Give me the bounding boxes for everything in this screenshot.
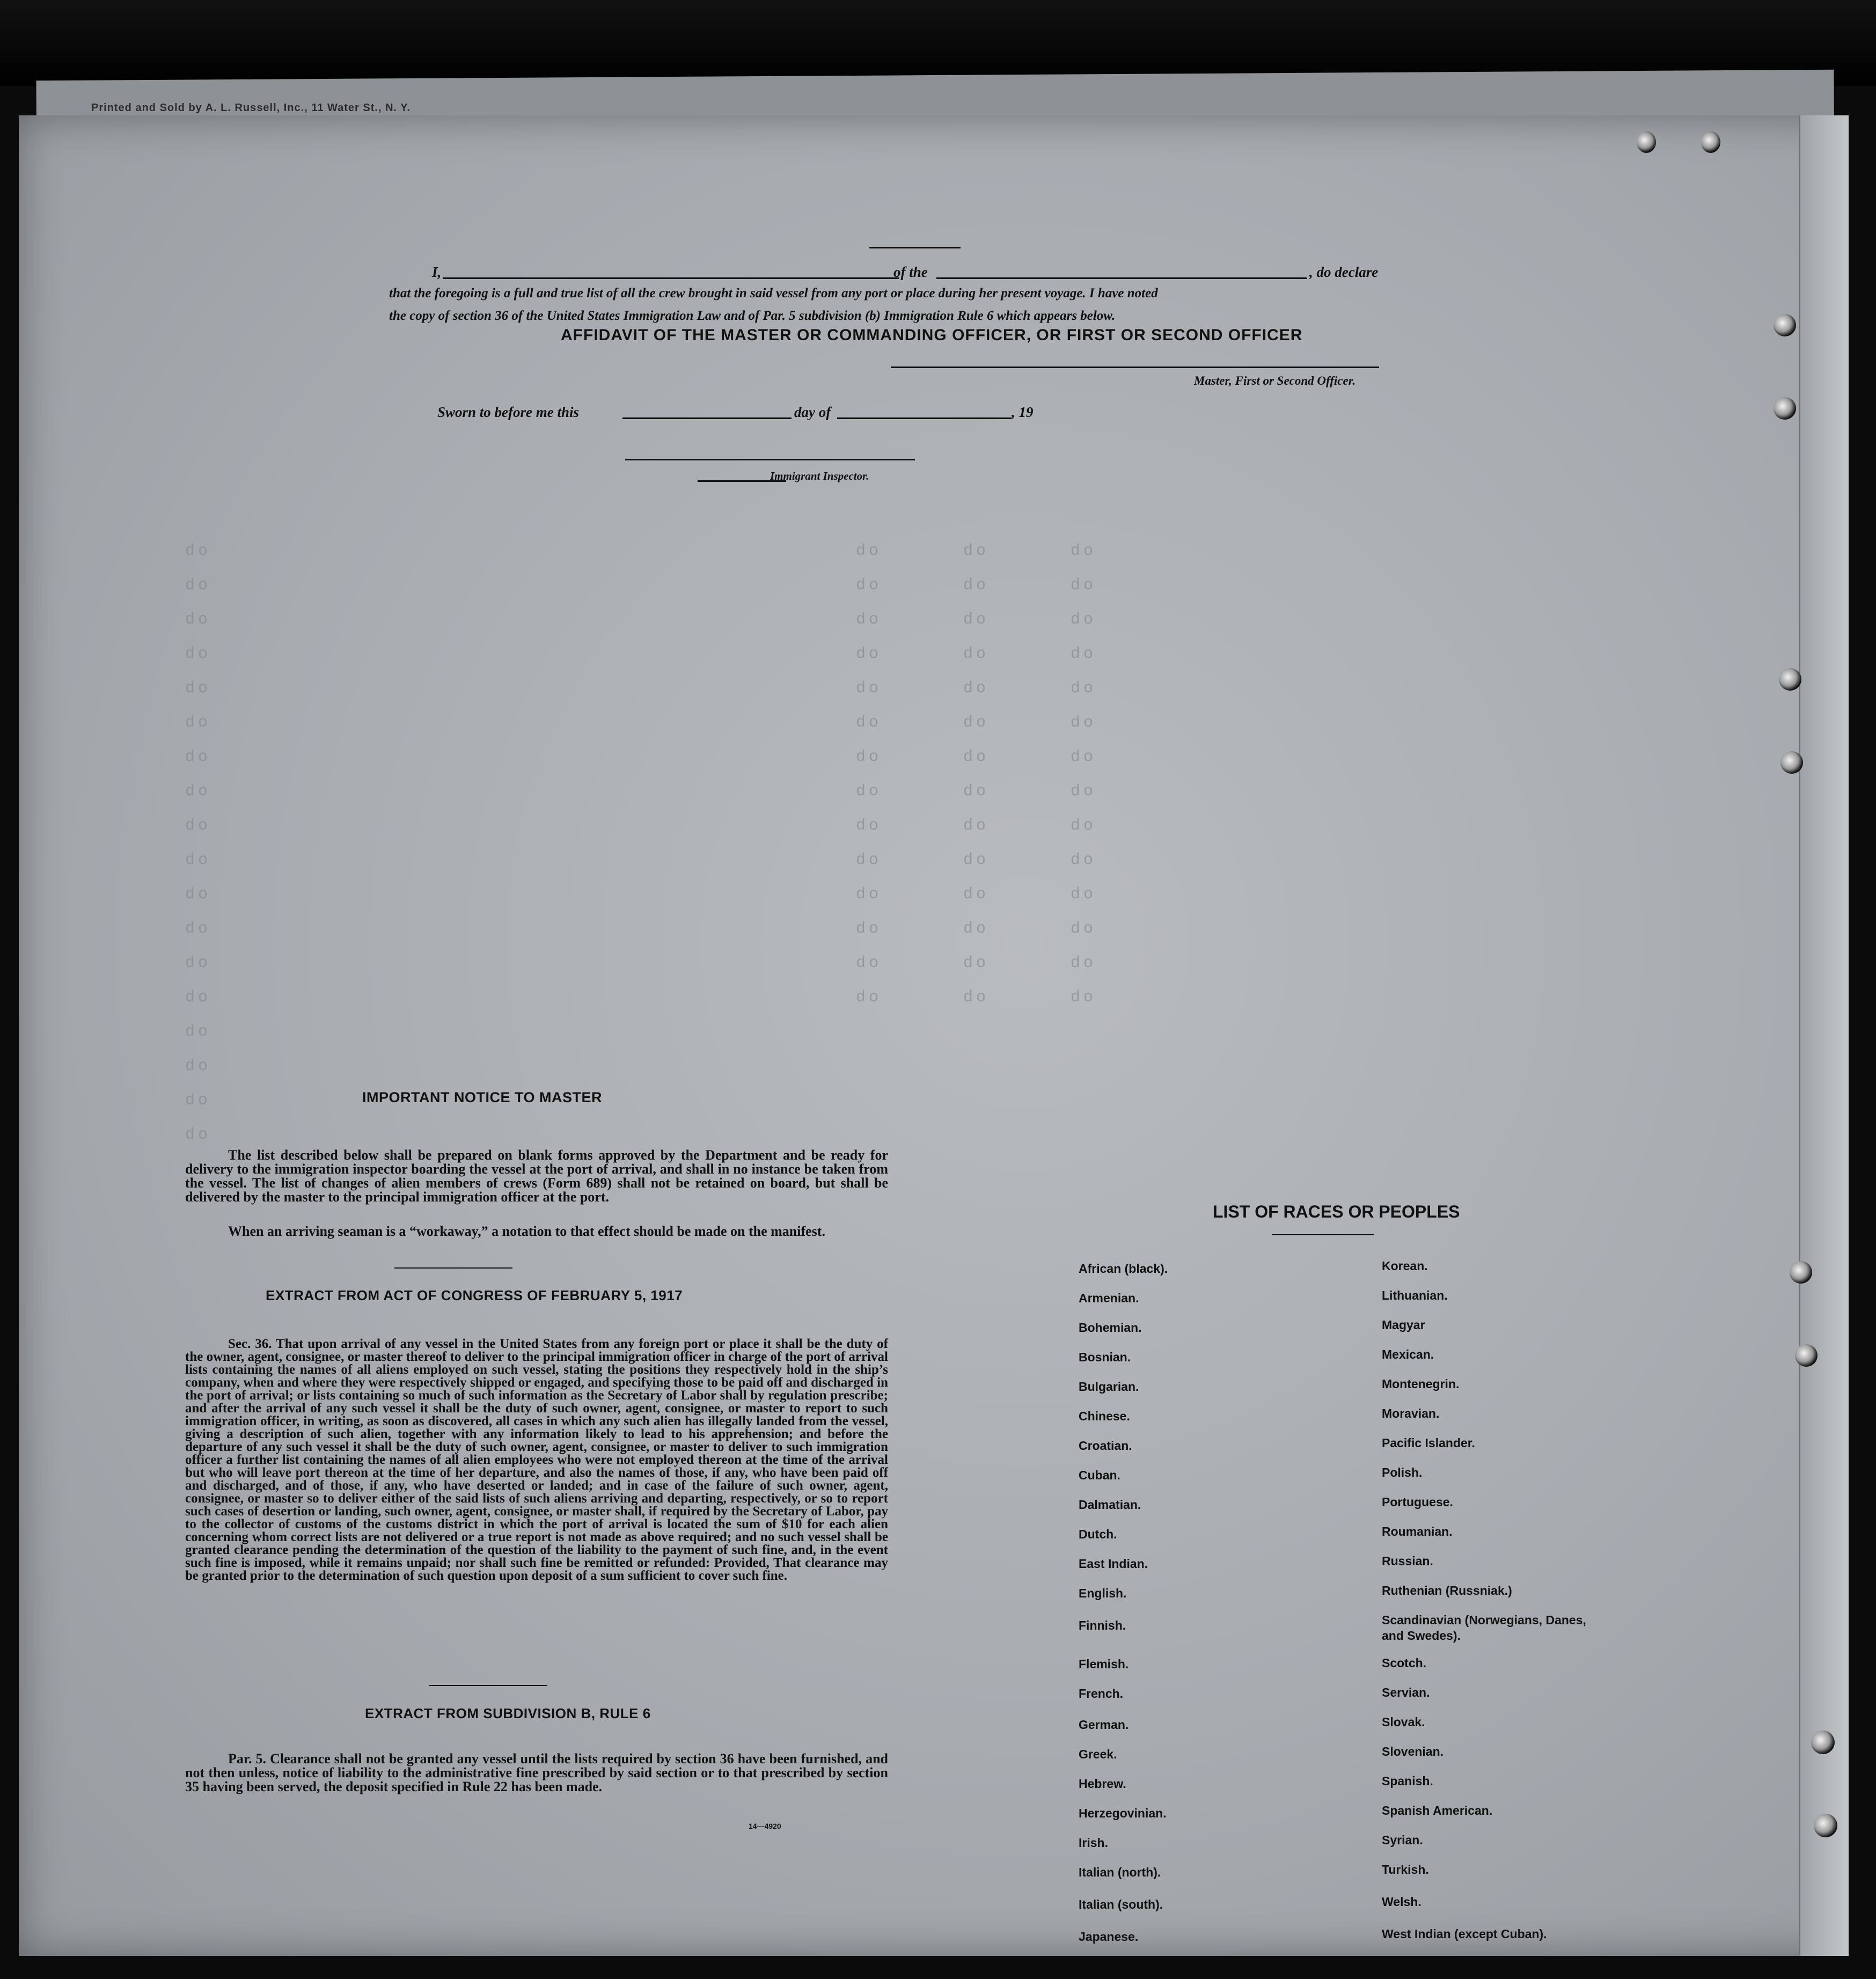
punch-hole — [1774, 397, 1796, 420]
inspector-label: Immigrant Inspector. — [770, 470, 869, 482]
punch-hole — [1811, 1731, 1835, 1754]
rule-extract-title: EXTRACT FROM SUBDIVISION B, RULE 6 — [365, 1705, 651, 1721]
act-extract-text: Sec. 36. That upon arrival of any vessel in the United States from any foreign port or place it shall be the duty of the owner, agent, consignee, or master thereof to deliver to the principal immigration officer in charge of the port of arrival lists containing the names of all aliens employed on such vessel, stating the positions they respectively hold in the ship’s company, when and where they were respectively shipped or engaged, and specifying those to be paid off and discharged in the port of arrival; or lists containing so much of such information as the Secretary of Labor shall by regulation prescribe; and after the arrival of any such vessel it shall be the duty of such owner, agent, consignee, or master to report to such immigration officer, in writing, as soon as discovered, all cases in which any such alien has illegally landed from the vessel, giving a description of such alien, together with any information likely to lead to his apprehension; and before the departure of any such vessel it shall be the duty of such owner, agent, consignee, or master to deliver to such immigration officer a further list containing the names of all alien employees who were not employed thereon at the time of the arrival but who will leave port thereon at the time of her departure, and also the names of those, if any, who have been paid off and discharged, and of those, if any, who have deserted or landed; and in case of the failure of such owner, agent, consignee, or master so to deliver either of the said lists of such aliens arriving and departing, respectively, or so to report such cases of desertion or landing, such owner, agent, consignee, or master shall, if required by the Secretary of Labor, pay to the collector of customs of the customs district in which the port of arrival is located the sum of $10 for each alien concerning whom correct lists are not delivered or a true report is not made as above required; and no such vessel shall be granted clearance pending the determination of the question of the liability to the payment of such fine, and, in the event such fine is imposed, while it remains unpaid; nor shall such fine be remitted or refunded: Provided, That clearance may be granted prior to the determination of such question upon deposit of a sum sufficient to cover such fine. — [185, 1337, 888, 1583]
master-name-field[interactable] — [443, 277, 899, 279]
punch-hole — [1814, 1814, 1837, 1837]
race-item: Bohemian. — [1079, 1321, 1142, 1335]
race-item: Japanese. — [1079, 1930, 1139, 1944]
affidavit-title: AFFIDAVIT OF THE MASTER OR COMMANDING OFFICER, OR FIRST OR SECOND OFFICER — [561, 326, 1303, 344]
sworn-label: Sworn to before me this — [437, 404, 580, 420]
section-divider — [429, 1685, 547, 1686]
punch-hole — [1780, 751, 1803, 774]
year-label: , 19 — [1012, 404, 1034, 420]
race-item: Welsh. — [1382, 1895, 1421, 1909]
section-divider — [394, 1267, 512, 1269]
race-item: West Indian (except Cuban). — [1382, 1927, 1547, 1941]
race-item: Pacific Islander. — [1382, 1436, 1475, 1450]
race-item: Polish. — [1382, 1465, 1423, 1479]
race-item: Dalmatian. — [1079, 1498, 1141, 1512]
affidavit-declare-label: , do declare — [1309, 264, 1379, 280]
race-item: Bulgarian. — [1079, 1380, 1139, 1394]
race-item: Mexican. — [1382, 1347, 1434, 1361]
race-item: Spanish American. — [1382, 1804, 1493, 1817]
vessel-name-field[interactable] — [936, 277, 1307, 279]
race-item: Servian. — [1382, 1685, 1430, 1699]
race-item: Italian (north). — [1079, 1865, 1161, 1879]
race-item: Lithuanian. — [1382, 1288, 1448, 1302]
race-item: Flemish. — [1079, 1657, 1129, 1671]
notice-paragraph-1: The list described below shall be prepared on blank forms approved by the Department and be ready for delivery to the immigration inspector boarding the vessel at the port of arrival, and shall in no instance be taken from the vessel. The list of changes of alien members of crews (Form 689) shall not be retained on board, but shall be delivered by the master to the principal immigration officer at the port. — [185, 1147, 888, 1205]
affidavit-of-the-label: of the — [893, 264, 928, 280]
affidavit-line-2: that the foregoing is a full and true list of all the crew brought in said vessel from any port or place during her present voyage. I have noted — [389, 286, 1158, 300]
race-item: Spanish. — [1382, 1774, 1433, 1788]
notice-title: IMPORTANT NOTICE TO MASTER — [362, 1089, 602, 1105]
race-item: German. — [1079, 1718, 1129, 1732]
races-list-title: LIST OF RACES OR PEOPLES — [1213, 1202, 1460, 1221]
race-item: Greek. — [1079, 1747, 1117, 1761]
punch-hole — [1790, 1261, 1812, 1284]
printer-credit-line: Printed and Sold by A. L. Russell, Inc., 11 Water St., N. Y. — [91, 102, 411, 114]
inspector-signature-field[interactable] — [625, 459, 915, 460]
race-item: French. — [1079, 1687, 1124, 1701]
race-item: Italian (south). — [1079, 1897, 1163, 1911]
race-item: Turkish. — [1382, 1863, 1429, 1877]
race-item: Scotch. — [1382, 1656, 1427, 1670]
sworn-day-field[interactable] — [622, 417, 792, 419]
bleed-through-ditto-column: do do do do do do do do do do do do do do — [1071, 542, 1097, 1007]
race-item: Irish. — [1079, 1836, 1108, 1850]
punch-hole — [1701, 131, 1720, 153]
punch-hole — [1795, 1344, 1818, 1367]
race-item: Moravian. — [1382, 1406, 1440, 1420]
race-item: Montenegrin. — [1382, 1377, 1460, 1391]
race-item: Croatian. — [1079, 1439, 1132, 1453]
races-title-underline — [1272, 1234, 1374, 1235]
race-item: Chinese. — [1079, 1409, 1130, 1423]
race-item: Finnish. — [1079, 1618, 1126, 1632]
bleed-through-ditto-column: do do do do do do do do do do do do do do — [963, 542, 990, 1007]
race-item: English. — [1079, 1586, 1127, 1600]
title-underline — [869, 247, 961, 248]
act-extract-title: EXTRACT FROM ACT OF CONGRESS OF FEBRUARY 5, 1917 — [266, 1287, 683, 1303]
affidavit-line-3: the copy of section 36 of the United States Immigration Law and of Par. 5 subdivision (b) Immigration Rule 6 which appears below. — [389, 309, 1116, 323]
race-item: Scandinavian (Norwegians, Danes, and Swedes). — [1382, 1613, 1586, 1643]
master-signature-field[interactable] — [891, 367, 1379, 368]
race-item: Cuban. — [1079, 1468, 1120, 1482]
form-page — [19, 115, 1849, 1956]
race-item: Magyar — [1382, 1318, 1425, 1332]
race-item: Armenian. — [1079, 1291, 1139, 1305]
race-item: African (black). — [1079, 1262, 1168, 1276]
race-item: Syrian. — [1382, 1833, 1423, 1847]
notice-paragraph-2: When an arriving seaman is a “workaway,” a notation to that effect should be made on the manifest. — [228, 1223, 825, 1239]
race-item: Russian. — [1382, 1554, 1433, 1568]
bleed-through-ditto-column: do do do do do do do do do do do do do do do do do do — [185, 542, 211, 1144]
race-item: Korean. — [1382, 1259, 1428, 1273]
race-item: Herzegovinian. — [1079, 1806, 1167, 1820]
master-signature-label: Master, First or Second Officer. — [1194, 374, 1356, 387]
race-item: Slovenian. — [1382, 1745, 1444, 1758]
punch-hole — [1637, 131, 1656, 153]
page-edge-strip — [1799, 115, 1849, 1956]
race-item: Portuguese. — [1382, 1495, 1453, 1509]
affidavit-i-label: I, — [432, 264, 442, 280]
race-item: Ruthenian (Russniak.) — [1382, 1584, 1512, 1597]
bleed-through-ditto-column: do do do do do do do do do do do do do do — [856, 542, 882, 1007]
form-number: 14—4920 — [749, 1822, 781, 1830]
race-item: Slovak. — [1382, 1715, 1425, 1729]
race-item: East Indian. — [1079, 1557, 1148, 1571]
race-item: Roumanian. — [1382, 1524, 1453, 1538]
punch-hole — [1779, 668, 1801, 691]
punch-hole — [1774, 314, 1796, 336]
day-of-label: day of — [794, 404, 831, 420]
race-item: Hebrew. — [1079, 1777, 1126, 1791]
sworn-month-field[interactable] — [837, 417, 1012, 419]
race-item: Dutch. — [1079, 1527, 1117, 1541]
race-item: Bosnian. — [1079, 1350, 1131, 1364]
rule-extract-text: Par. 5. Clearance shall not be granted any vessel until the lists required by section 36 have been furnished, and not then unless, notice of liability to the administrative fine prescribed by said section or to that prescribed by section 35 having been served, the deposit specified in Rule 22 has been made. — [185, 1751, 888, 1794]
